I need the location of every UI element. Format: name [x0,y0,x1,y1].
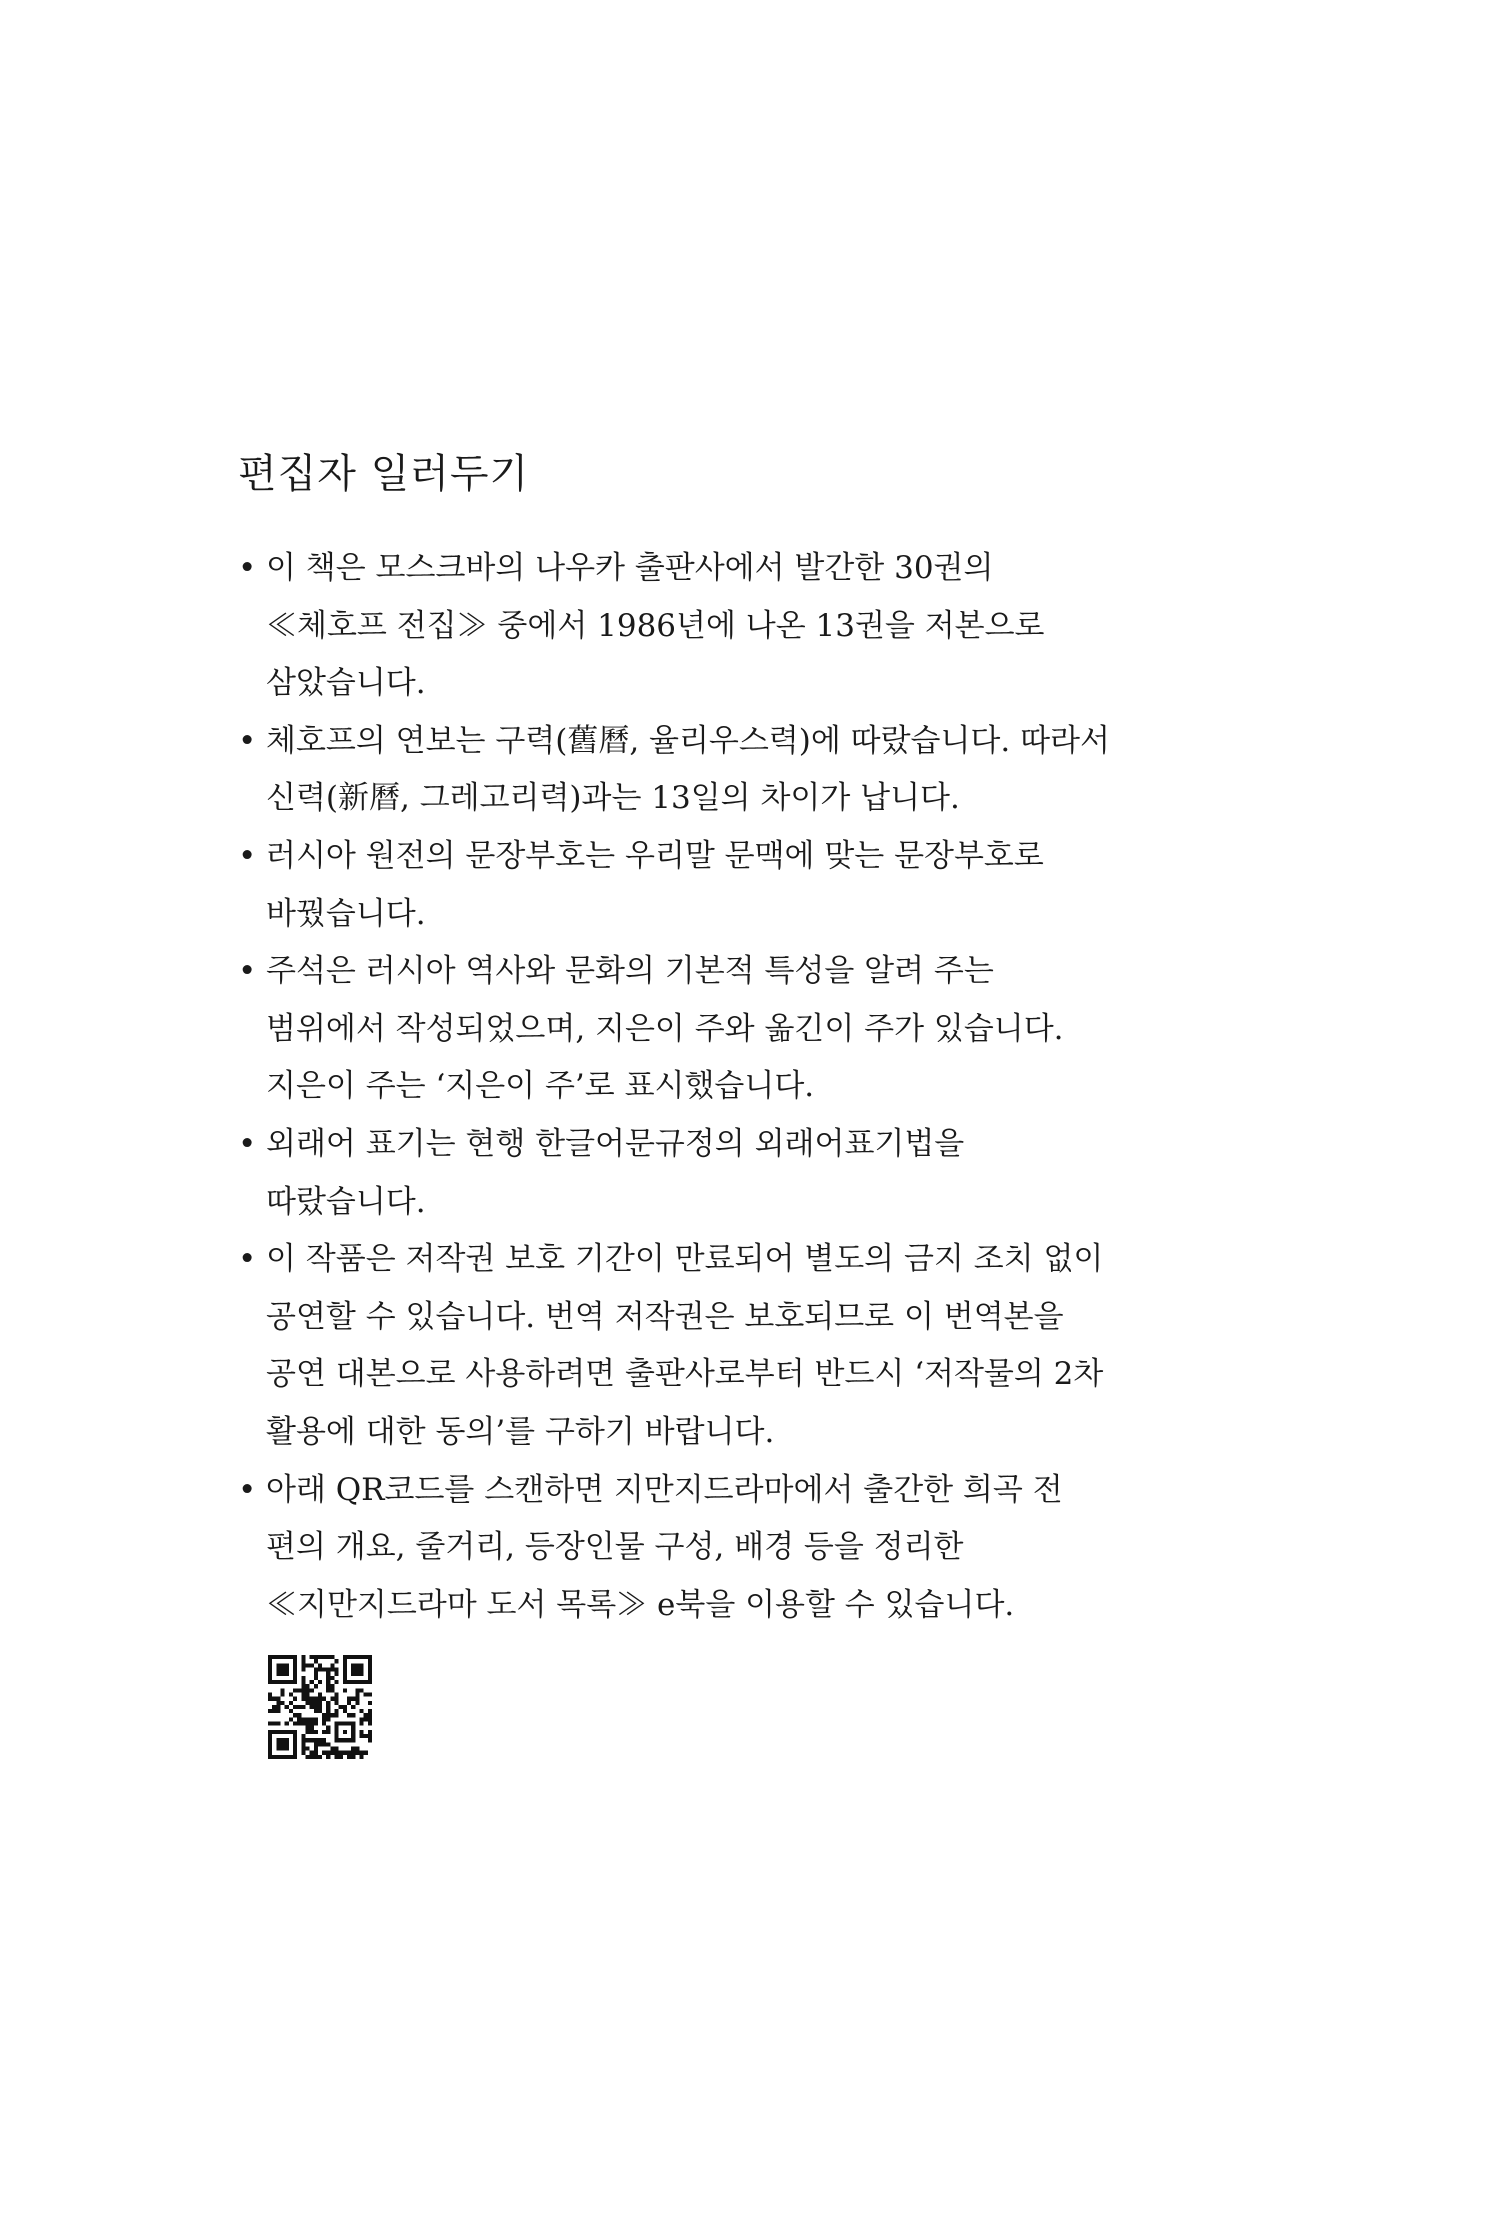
note-line: 범위에서 작성되었으며, 지은이 주와 옮긴이 주가 있습니다. [266,1010,1064,1047]
note-line: 삼았습니다. [266,665,426,702]
note-line: 아래 QR코드를 스캔하면 지만지드라마에서 출간한 희곡 전 [266,1471,1063,1508]
note-line: 활용에 대한 동의’를 구하기 바랍니다. [266,1413,775,1450]
list-item [238,1462,1258,1635]
list-item [238,713,1258,828]
note-line: 신력(新曆, 그레고리력)과는 13일의 차이가 납니다. [266,780,960,817]
note-line: 편의 개요, 줄거리, 등장인물 구성, 배경 등을 정리한 [266,1529,964,1566]
note-line: 공연 대본으로 사용하려면 출판사로부터 반드시 ‘저작물의 2차 [266,1356,1104,1393]
note-line: 외래어 표기는 현행 한글어문규정의 외래어표기법을 [266,1125,965,1162]
list-item [238,828,1258,943]
bullet-icon: • [238,837,257,874]
page-title: 편집자 일러두기 [238,451,530,497]
note-line: 따랐습니다. [266,1183,426,1220]
bullet-icon: • [238,953,257,990]
note-line: 이 책은 모스크바의 나우카 출판사에서 발간한 30권의 [266,550,994,586]
bullet-icon: • [238,1471,257,1508]
bullet-icon: • [238,1125,257,1162]
list-item [238,943,1258,1116]
bullet-icon: • [238,1241,257,1278]
note-line: 공연할 수 있습니다. 번역 저작권은 보호되므로 이 번역본을 [266,1298,1064,1335]
note-line: 체호프의 연보는 구력(舊曆, 율리우스력)에 따랐습니다. 따라서 [266,722,1110,759]
bullet-icon: • [238,722,257,759]
note-line: 지은이 주는 ‘지은이 주’로 표시했습니다. [266,1068,815,1105]
note-line: 러시아 원전의 문장부호는 우리말 문맥에 맞는 문장부호로 [266,837,1044,874]
list-item [238,540,1258,713]
note-line: 주석은 러시아 역사와 문화의 기본적 특성을 알려 주는 [266,953,994,990]
note-line: 바꿨습니다. [266,895,426,932]
list-item [238,1231,1258,1461]
qr-code-icon [268,1655,372,1759]
note-line: ≪지만지드라마 도서 목록≫ e북을 이용할 수 있습니다. [266,1586,1015,1623]
note-line: 이 작품은 저작권 보호 기간이 만료되어 별도의 금지 조치 없이 [266,1241,1104,1278]
editor-notes-list [238,540,1258,1634]
list-item [238,1116,1258,1231]
note-line: ≪체호프 전집≫ 중에서 1986년에 나온 13권을 저본으로 [266,607,1045,644]
bullet-icon: • [238,550,257,586]
